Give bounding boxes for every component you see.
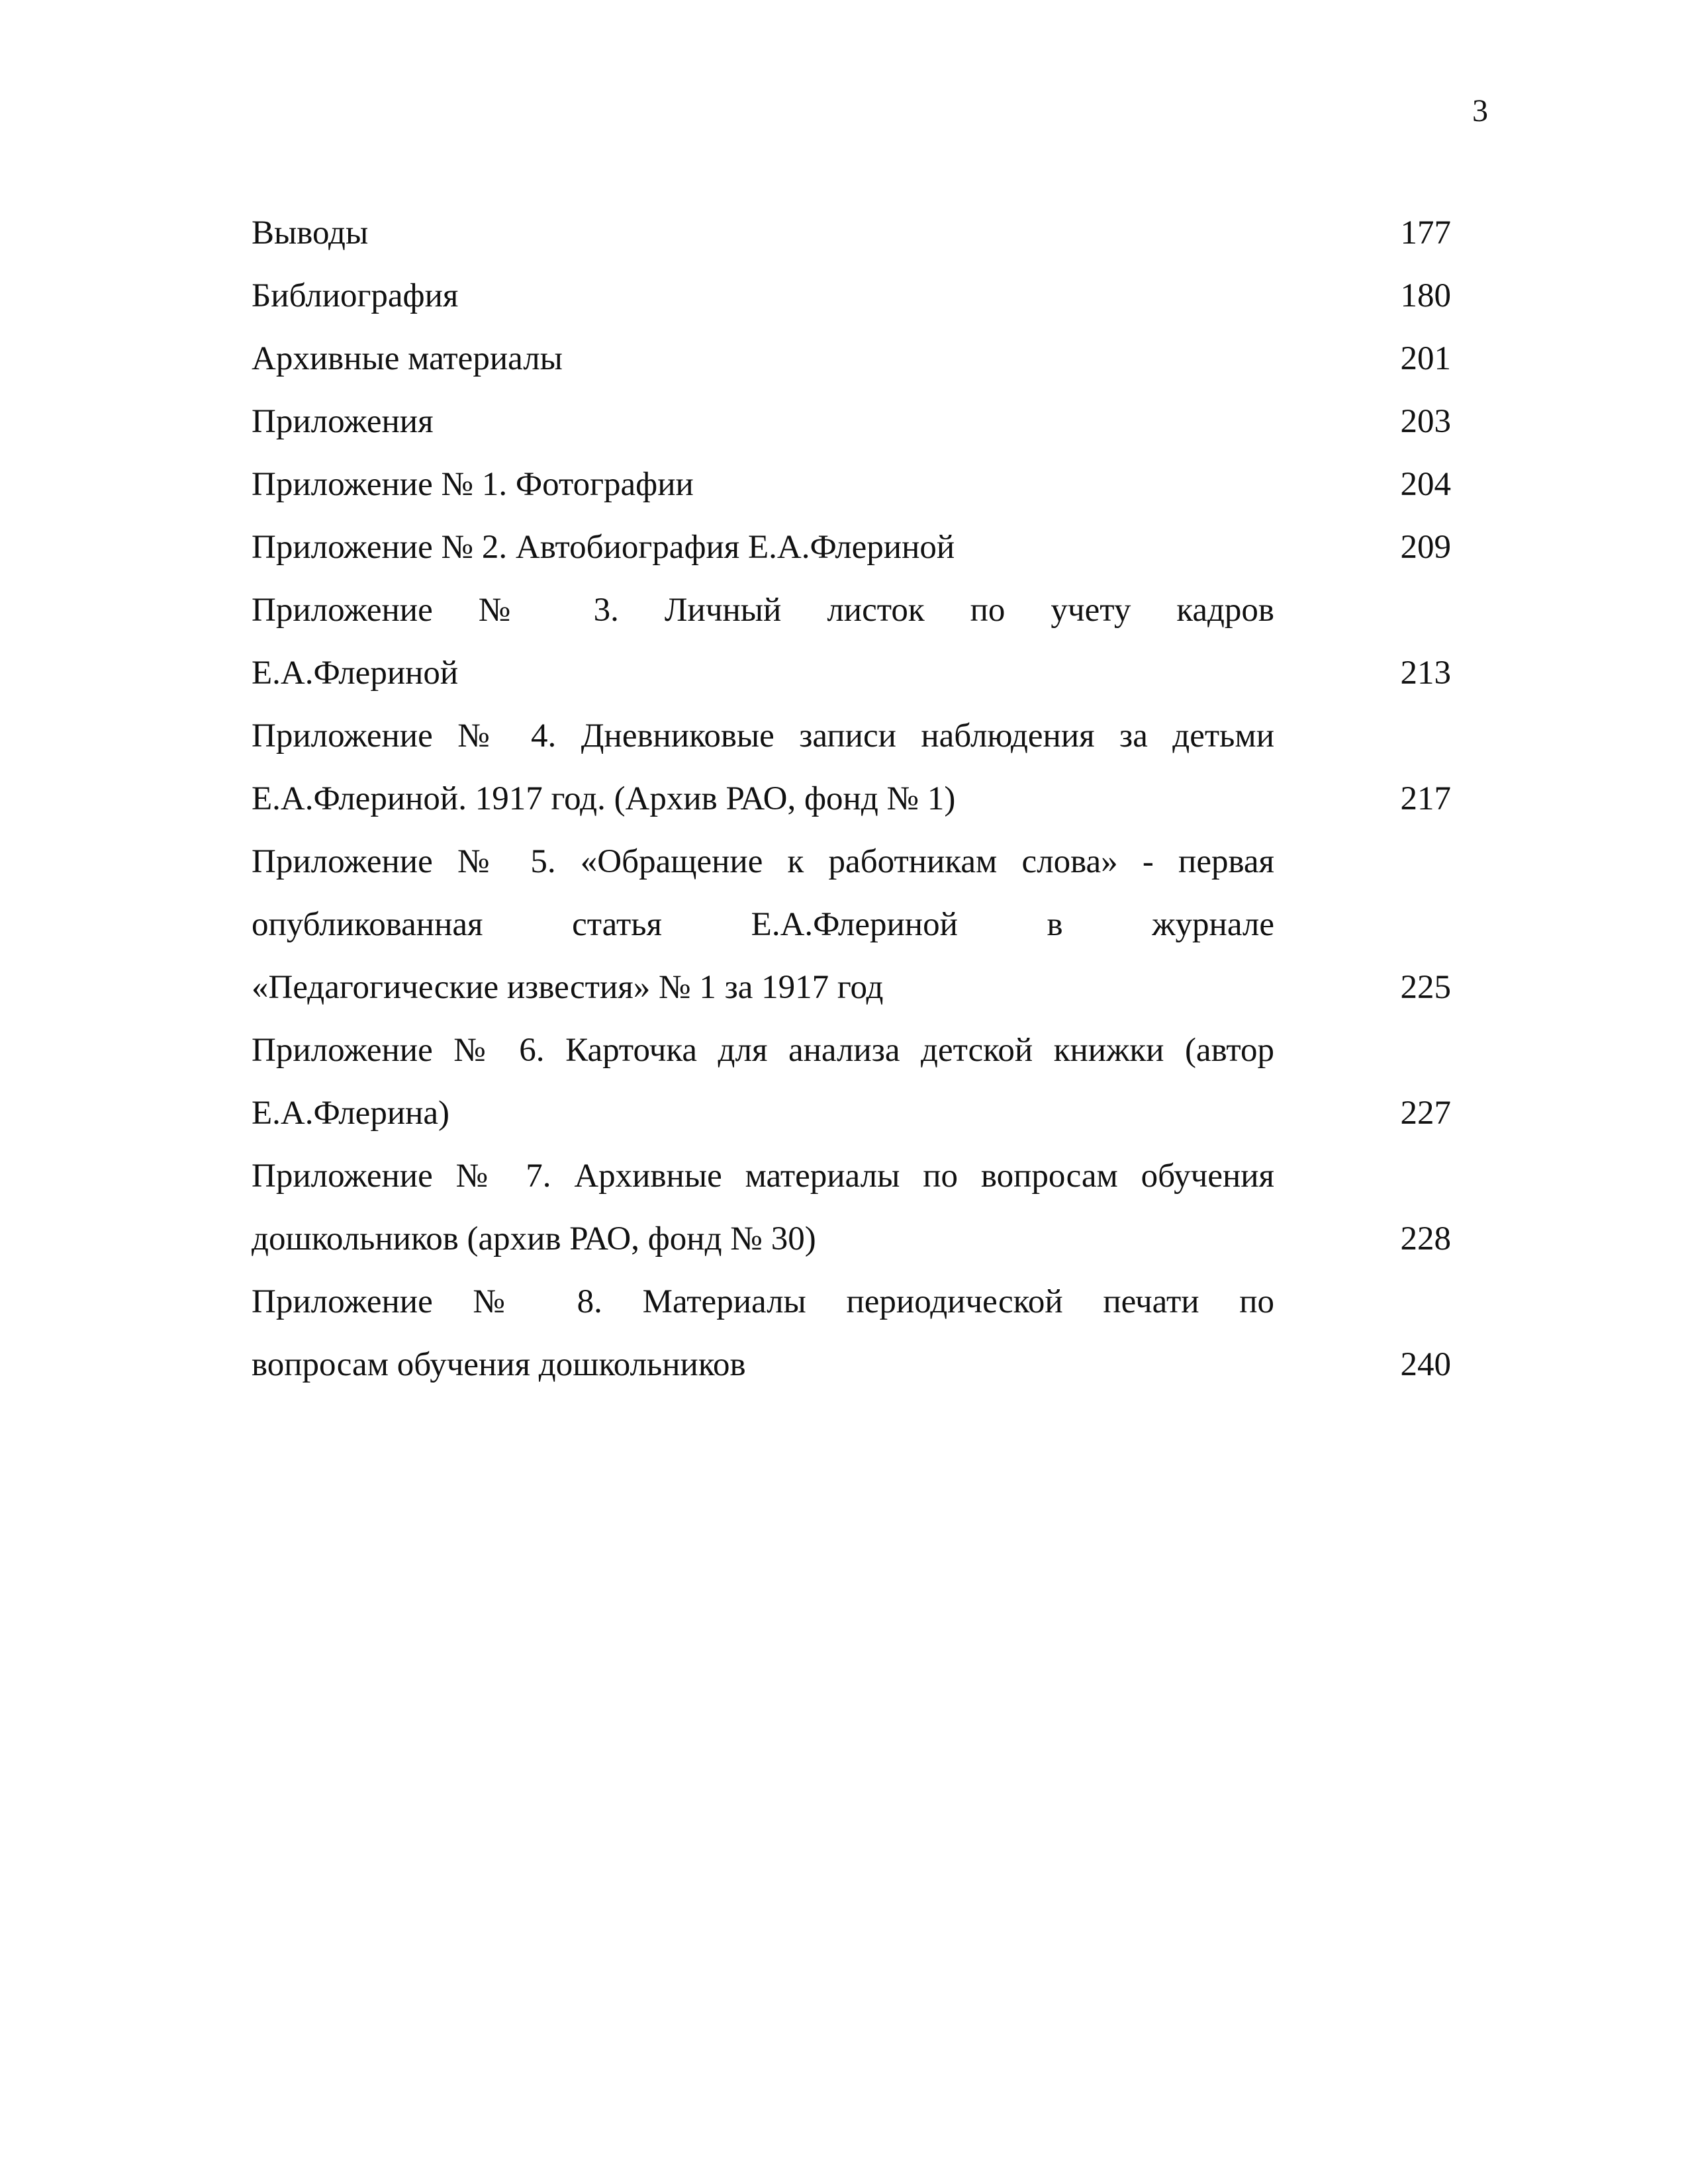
- toc-entry-appendix-6[interactable]: [252, 1019, 1489, 1145]
- toc-title-line: Приложение № 7. Архивные материалы по вопросам обучения: [252, 1158, 1274, 1195]
- toc-title-line: опубликованная статья Е.А.Флериной в журнале: [252, 906, 1274, 943]
- toc-entry-title: [252, 265, 1274, 328]
- toc-page-number: 227: [1400, 1095, 1451, 1132]
- toc-entry-title: [252, 1145, 1274, 1271]
- toc-entry-appendix-1[interactable]: [252, 453, 1489, 516]
- toc-title-line: вопросам обучения дошкольников: [252, 1346, 746, 1383]
- toc-page-number: 240: [1400, 1346, 1451, 1383]
- toc-title-line: Е.А.Флериной. 1917 год. (Архив РАО, фонд № 1): [252, 780, 956, 817]
- toc-entry-appendix-2[interactable]: [252, 516, 1489, 579]
- toc-title-line: Е.А.Флерина): [252, 1095, 450, 1132]
- toc-entry-appendix-7[interactable]: [252, 1145, 1489, 1271]
- toc-entry-appendix-8[interactable]: [252, 1271, 1489, 1396]
- toc-title-line: Приложение № 3. Личный листок по учету кадров: [252, 592, 1274, 629]
- toc-page-number: 228: [1400, 1220, 1451, 1257]
- toc-page-number: 217: [1400, 780, 1451, 817]
- toc-title-line: Библиография: [252, 277, 459, 314]
- toc-title-line: Приложение № 6. Карточка для анализа детской книжки (автор: [252, 1032, 1274, 1069]
- toc-title-line: «Педагогические известия» № 1 за 1917 год: [252, 969, 884, 1006]
- toc-entry-appendix-4[interactable]: [252, 705, 1489, 831]
- toc-page-number: 203: [1400, 403, 1451, 440]
- toc-entry-title: [252, 516, 1274, 579]
- toc-entry-appendix-5[interactable]: [252, 831, 1489, 1019]
- toc-title-line: Выводы: [252, 214, 369, 251]
- toc-entry-title: [252, 390, 1274, 453]
- toc-entry-title: [252, 1271, 1274, 1396]
- page-number: 3: [1472, 93, 1488, 128]
- toc-page-number: 209: [1400, 529, 1451, 566]
- toc-page-number: 177: [1400, 214, 1451, 251]
- toc-entry-title: [252, 202, 1274, 265]
- table-of-contents: [252, 202, 1489, 1396]
- toc-entry-appendix-3[interactable]: [252, 579, 1489, 705]
- toc-title-line: Приложение № 1. Фотографии: [252, 466, 694, 503]
- toc-page-number: 201: [1400, 340, 1451, 377]
- toc-entry-title: [252, 328, 1274, 390]
- toc-page-number: 204: [1400, 466, 1451, 503]
- toc-entry-title: [252, 579, 1274, 705]
- toc-entry-appendices[interactable]: [252, 390, 1489, 453]
- toc-title-line: Приложение № 2. Автобиография Е.А.Флериной: [252, 529, 955, 566]
- toc-entry-conclusions[interactable]: [252, 202, 1489, 265]
- toc-title-line: дошкольников (архив РАО, фонд № 30): [252, 1220, 816, 1257]
- toc-entry-bibliography[interactable]: [252, 265, 1489, 328]
- toc-entry-title: [252, 705, 1274, 831]
- toc-title-line: Архивные материалы: [252, 340, 563, 377]
- toc-title-line: Е.А.Флериной: [252, 655, 459, 692]
- toc-title-line: Приложение № 8. Материалы периодической печати по: [252, 1283, 1274, 1320]
- toc-title-line: Приложение № 5. «Обращение к работникам слова» - первая: [252, 843, 1274, 880]
- toc-title-line: Приложения: [252, 403, 434, 440]
- toc-entry-title: [252, 1019, 1274, 1145]
- toc-entry-title: [252, 453, 1274, 516]
- toc-page-number: 225: [1400, 969, 1451, 1006]
- toc-entry-title: [252, 831, 1274, 1019]
- toc-page-number: 180: [1400, 277, 1451, 314]
- toc-page-number: 213: [1400, 655, 1451, 692]
- toc-entry-archive-materials[interactable]: [252, 328, 1489, 390]
- toc-title-line: Приложение № 4. Дневниковые записи наблюдения за детьми: [252, 717, 1274, 754]
